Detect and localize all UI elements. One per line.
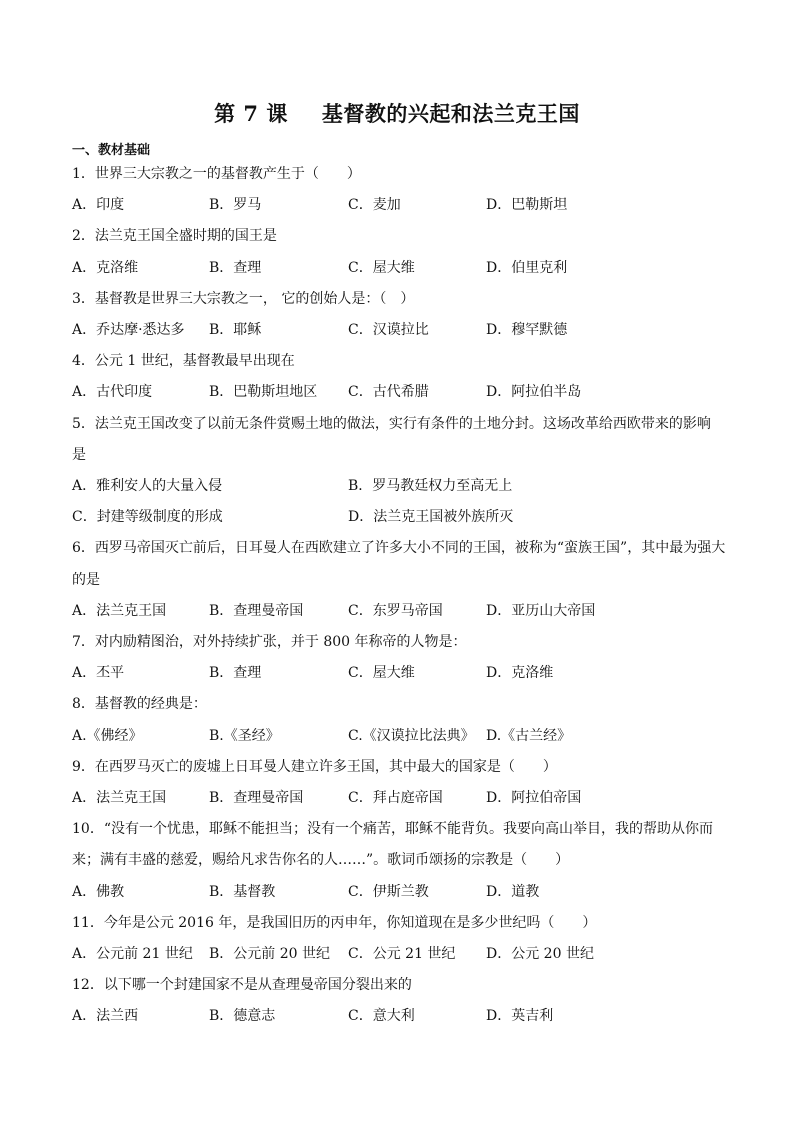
question-3-option: B．耶稣	[209, 322, 262, 338]
question-2-stem-line: 2．法兰克王国全盛时期的国王是	[72, 228, 277, 245]
question-11-option: C．公元 21 世纪	[348, 946, 456, 962]
question-9-option: D．阿拉伯帝国	[486, 790, 582, 806]
question-3-stem-line: 3．基督教是世界三大宗教之一， 它的创始人是：（ ）	[72, 290, 415, 307]
question-5-option: C．封建等级制度的形成	[72, 509, 223, 526]
question-10-option: D．道教	[486, 883, 540, 900]
question-7-option: D．克洛维	[486, 665, 554, 682]
question-8-option: B.《圣经》	[209, 727, 280, 744]
question-10-option: A．佛教	[72, 883, 125, 900]
question-10-option: C．伊斯兰教	[348, 883, 429, 900]
question-7-option: C．屋大维	[348, 665, 415, 682]
question-6-option: C．东罗马帝国	[348, 602, 443, 619]
question-5-option: D．法兰克王国被外族所灭	[348, 509, 514, 526]
question-4-option: A．古代印度	[72, 384, 153, 401]
question-6-stem-line: 6．西罗马帝国灭亡前后，日耳曼人在西欧建立了许多大小不同的王国，被称为“蛮族王国”，其中最为强大	[72, 540, 726, 557]
question-4-stem-line: 4．公元 1 世纪，基督教最早出现在	[72, 353, 295, 370]
question-7-option: A．丕平	[72, 665, 125, 682]
question-3-option: A．乔达摩·悉达多	[72, 322, 185, 338]
question-8-option: C.《汉谟拉比法典》	[348, 727, 475, 744]
question-7-stem-line: 7．对内励精图治，对外持续扩张，并于 800 年称帝的人物是：	[72, 634, 467, 650]
question-9-option: C．拜占庭帝国	[348, 790, 443, 806]
question-8-option: A.《佛经》	[72, 727, 143, 744]
question-12-option: B．德意志	[209, 1008, 276, 1025]
question-12-option: C．意大利	[348, 1008, 415, 1025]
question-12-option: D．英吉利	[486, 1008, 554, 1025]
question-6-option: D．亚历山大帝国	[486, 602, 596, 619]
section-heading: 一、教材基础	[72, 143, 151, 158]
question-2-option: B．查理	[209, 259, 262, 276]
question-10-option: B．基督教	[209, 883, 276, 900]
question-9-stem-line: 9．在西罗马灭亡的废墟上日耳曼人建立许多王国，其中最大的国家是（ ）	[72, 758, 557, 775]
question-9-option: B．查理曼帝国	[209, 790, 304, 806]
question-9-option: A．法兰克王国	[72, 790, 167, 806]
question-4-option: D．阿拉伯半岛	[486, 384, 582, 401]
question-5-stem-line: 5．法兰克王国改变了以前无条件赏赐土地的做法，实行有条件的土地分封。这场改革给西欧带来的影响	[72, 415, 711, 432]
question-11-option: D．公元 20 世纪	[486, 946, 594, 962]
question-2-option: A．克洛维	[72, 259, 139, 276]
question-12-stem-line: 12．以下哪一个封建国家不是从查理曼帝国分裂出来的	[72, 977, 412, 994]
question-6-stem-line: 的是	[72, 571, 100, 588]
page-title	[0, 98, 794, 128]
question-1-option: A．印度	[72, 197, 125, 214]
question-11-option: A．公元前 21 世纪	[72, 946, 193, 962]
question-8-option: D.《古兰经》	[486, 727, 572, 744]
question-2-option: C．屋大维	[348, 259, 415, 276]
question-10-stem-line: 来；满有丰盛的慈爱，赐给凡求告你名的人……”。歌词币颂扬的宗教是（ ）	[72, 852, 570, 869]
question-1-option: D．巴勒斯坦	[486, 197, 568, 214]
question-11-stem-line: 11．今年是公元 2016 年，是我国旧历的丙申年，你知道现在是多少世纪吗（ ）	[72, 914, 597, 931]
question-5-option: B．罗马教廷权力至高无上	[348, 478, 513, 494]
question-8-stem-line: 8．基督教的经典是：	[72, 696, 207, 713]
question-4-option: B．巴勒斯坦地区	[209, 384, 318, 401]
question-6-option: B．查理曼帝国	[209, 602, 304, 619]
lesson-number: 第 7 课	[214, 101, 288, 126]
question-2-option: D．伯里克利	[486, 259, 568, 276]
question-12-option: A．法兰西	[72, 1008, 139, 1025]
question-6-option: A．法兰克王国	[72, 602, 167, 619]
question-3-option: D．穆罕默德	[486, 322, 568, 338]
question-4-option: C．古代希腊	[348, 384, 429, 401]
question-11-option: B．公元前 20 世纪	[209, 946, 331, 962]
question-3-option: C．汉谟拉比	[348, 322, 429, 338]
question-1-stem-line: 1．世界三大宗教之一的基督教产生于（ ）	[72, 166, 361, 182]
question-1-option: C．麦加	[348, 197, 401, 214]
question-5-stem-line: 是	[72, 446, 86, 463]
question-10-stem-line: 10．“没有一个忧患，耶稣不能担当；没有一个痛苦，耶稣不能背负。我要向高山举目，我的帮助从你而	[72, 821, 713, 838]
question-1-option: B．罗马	[209, 197, 262, 214]
question-7-option: B．查理	[209, 665, 262, 682]
lesson-name: 基督教的兴起和法兰克王国	[321, 101, 580, 126]
question-5-option: A．雅利安人的大量入侵	[72, 478, 223, 494]
